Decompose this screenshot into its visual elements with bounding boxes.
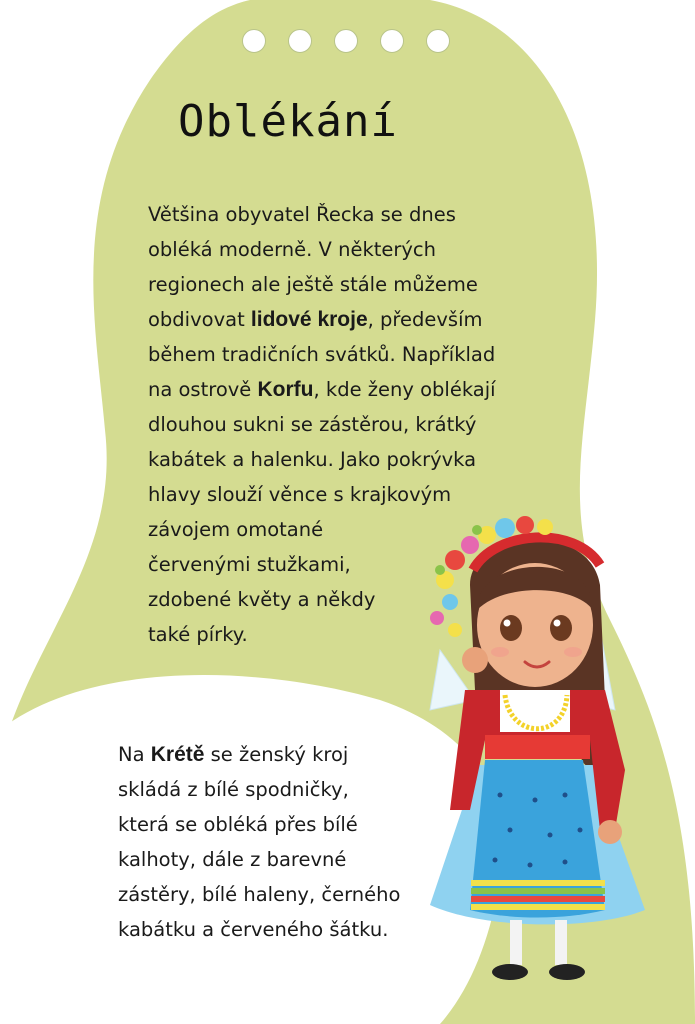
shoe bbox=[549, 964, 585, 980]
hand bbox=[598, 820, 622, 844]
bold-term: Korfu bbox=[257, 378, 314, 401]
eye bbox=[550, 615, 572, 641]
binding-hole bbox=[242, 29, 266, 53]
text-line: během tradičních svátků. Například bbox=[148, 343, 496, 366]
cheek bbox=[491, 647, 509, 657]
leg bbox=[510, 920, 522, 965]
eye-highlight bbox=[504, 620, 511, 627]
text-line: také pírky. bbox=[148, 623, 248, 646]
binding-hole bbox=[334, 29, 358, 53]
sash bbox=[485, 735, 590, 759]
leg bbox=[555, 920, 567, 965]
text-line: kalhoty, dále z barevné bbox=[118, 848, 347, 871]
text-line: závojem omotané bbox=[148, 518, 324, 541]
text-line: která se obléká přes bílé bbox=[118, 813, 358, 836]
eye bbox=[500, 615, 522, 641]
text-line bbox=[148, 372, 548, 407]
shoe bbox=[492, 964, 528, 980]
text-run: Na bbox=[118, 743, 151, 766]
text-line bbox=[118, 737, 448, 772]
text-line: Většina obyvatel Řecka se dnes bbox=[148, 203, 456, 226]
text-run: , kde ženy oblékají bbox=[313, 378, 496, 401]
text-line: zástěry, bílé haleny, černého bbox=[118, 883, 401, 906]
cheek bbox=[564, 647, 582, 657]
eye-highlight bbox=[554, 620, 561, 627]
text-line: skládá z bílé spodničky, bbox=[118, 778, 349, 801]
text-line: dlouhou sukni se zástěrou, krátký bbox=[148, 413, 477, 436]
text-line: zdobené květy a někdy bbox=[148, 588, 376, 611]
bold-term: Krétě bbox=[150, 743, 205, 766]
bold-term: lidové kroje bbox=[250, 308, 368, 331]
page-title: Oblékání bbox=[178, 96, 398, 147]
binding-hole bbox=[288, 29, 312, 53]
text-run: se ženský kroj bbox=[204, 743, 349, 766]
girl-illustration bbox=[415, 510, 665, 1010]
text-run: na ostrově bbox=[148, 378, 258, 401]
text-line: obléká moderně. V některých bbox=[148, 238, 437, 261]
text-line: hlavy slouží věnce s krajkovým bbox=[148, 483, 452, 506]
text-run: obdivovat bbox=[148, 308, 251, 331]
binding-hole bbox=[380, 29, 404, 53]
text-line: kabátku a červeného šátku. bbox=[118, 918, 389, 941]
text-line: červenými stužkami, bbox=[148, 553, 351, 576]
crete-paragraph bbox=[118, 737, 448, 947]
text-line: regionech ale ještě stále můžeme bbox=[148, 273, 478, 296]
binding-hole bbox=[426, 29, 450, 53]
text-line: kabátek a halenku. Jako pokrývka bbox=[148, 448, 477, 471]
text-line bbox=[148, 302, 548, 337]
text-run: , především bbox=[367, 308, 483, 331]
hand-at-face bbox=[462, 647, 488, 673]
